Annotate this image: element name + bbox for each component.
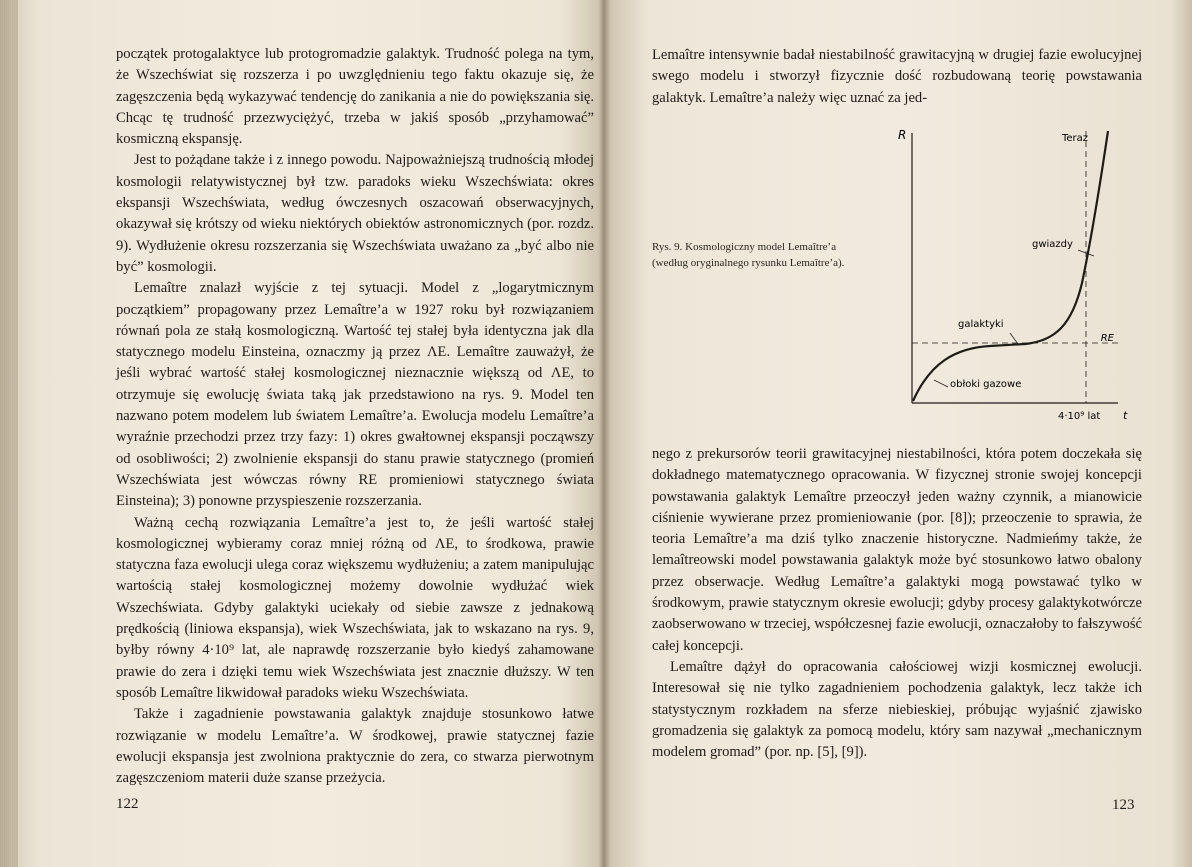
right-page-top-text [652,45,1142,109]
page-number-right: 123 [1112,797,1135,813]
figure-svg [890,125,1140,425]
right-paragraph-3: Lemaître dążył do opracowania całościowej wizji kosmicznej ewolucji. Interesował się nie tylko zagadnieniem pochodzenia galaktyk, lecz także ich statystycznym rozkładem na sferze niebieskiej, próbując wyjaśnić zjawisko gromadzenia się galaktyk za pomocą modelu, który sam nazywał „mechanicznym modelem gromad” (por. np. [5], [9]). [652,658,1142,761]
label-y-axis: R [898,128,907,142]
left-paragraph-3: Lemaître znalazł wyjście z tej sytuacji. Model z „logarytmicznym początkiem” propagowany przez Lemaître’a w 1927 roku był rozwiązaniem równań pola ze stałą kosmologiczną. Wartość tej stałej była identyczna jak dla statycznego modelu Einsteina, oznaczmy ją przez ΛE. Lemaître zauważył, że jeśli wybrać wartość stałej kosmologicznej nieznacznie większą od ΛE, to otrzymuje się ewolucję świata taką jak przedstawiono na rys. 9. Model ten nazwano potem modelem lub światem Lemaître’a. Ewolucja modelu Lemaître’a wyraźnie przechodzi przez trzy fazy: 1) okres gwałtownej ekspansji począwszy od osobliwości; 2) zwolnienie ekspansji do stanu prawie statycznego (promień Wszechświata jest wówczas równy RE promieniowi statycznego świata Einsteina); 3) ponowne przyspieszenie rozszerzania. [116,280,594,510]
label-galaktyki: galaktyki [958,319,1004,330]
label-x-axis: t [1123,409,1128,422]
galaktyki-pointer [1010,333,1018,344]
label-teraz: Teraz [1062,133,1089,144]
figure-caption: Rys. 9. Kosmologiczny model Lemaître’a (według oryginalnego rysunku Lemaître’a). [652,241,845,269]
label-oblok: obłoki gazowe [950,379,1022,390]
page-edges [0,0,18,867]
left-page-text [116,44,594,789]
left-paragraph-2: Jest to pożądane także i z innego powodu. Najpoważniejszą trudnością młodej kosmologii relatywistycznej był tzw. paradoks wieku Wszechświata: okres ekspansji Wszechświata, według ówczesnych oszacowań obserwacyjnych, okazywał się krótszy od wieku niektórych obiektów astronomicznych (por. rozdz. 9). Wydłużenie okresu rozszerzania się Wszechświata uważano za „być albo nie być” kosmologii. [116,152,594,275]
left-paragraph-4: Ważną cechą rozwiązania Lemaître’a jest to, że jeśli wartość stałej kosmologicznej wybieramy coraz mniej różną od ΛE, to środkowa, prawie statyczna faza ewolucji ulega coraz większemu wydłużeniu; a zatem manipulując wartością stałej kosmologicznej możemy dowolnie wydłużać wiek Wszechświata. Gdyby galaktyki uciekały od siebie zawsze z jednakową prędkością (liniowa ekspansja), wiek Wszechświata, jak to wskazano na rys. 9, byłby równy 4·10⁹ lat, ale naprawdę rozszerzanie było kiedyś zahamowane prawie do zera i dzięki temu wiek Wszechświata jest znacznie dłuższy. W ten sposób Lemaître likwidował paradoks wieku Wszechświata. [116,514,594,701]
lemaitre-model-figure [890,125,1140,425]
label-re: RE [1100,333,1114,344]
label-gwiazdy: gwiazdy [1032,239,1073,250]
left-paragraph-1: początek protogalaktyce lub protogromadzie galaktyk. Trudność polega na tym, że Wszechświat się rozszerza i po uwzględnieniu tego faktu okazuje się, że zagęszczenia będą wykazywać tendencję do zanikania a nie do powiększania się. Chcąc tę trudność przezwyciężyć, trzeba w jakiś sposób „przyhamować” kosmiczną ekspansję. [116,46,594,148]
label-x-tick: 4·10⁹ lat [1058,411,1101,422]
right-paragraph-1: Lemaître intensywnie badał niestabilność grawitacyjną w drugiej fazie ewolucyjnej swego modelu i stworzył fizycznie dość rozbudowaną teorię powstawania galaktyk. Lemaître’a należy więc uznać za jed- [652,47,1142,106]
right-paragraph-2: nego z prekursorów teorii grawitacyjnej niestabilności, która potem doczekała się dokładnego matematycznego opracowania. W fizycznej stronie swojej koncepcji powstawania galaktyk Lemaître przeoczył jeden ważny czynnik, a mianowicie ciśnienie wywierane przez promieniowanie (por. [8]); przeoczenie to sprawia, że teoria Lemaître’a ma dziś tylko znaczenie historyczne. Nadmieńmy także, że lemaîtreowski model powstawania galaktyk może być stosunkowo łatwo obalony przez obserwacje. Według Lemaître’a galaktyki mogą powstawać tylko w środkowym, prawie statycznym okresie ewolucji; gdyby procesy galaktykotwórcze zaobserwowano w trzeciej, współczesnej fazie ewolucji, oznaczałoby to fałszywość całej koncepcji. [652,446,1142,654]
page-number-left: 122 [116,796,139,812]
book-gutter [598,0,610,867]
oblok-pointer [934,380,948,387]
left-paragraph-5: Także i zagadnienie powstawania galaktyk znajduje stosunkowo łatwe rozwiązanie w modelu Lemaître’a. W środkowej, prawie statycznej fazie ewolucji ekspansja jest zwolniona praktycznie do zera, co stwarza pierwotnym zagęszczeniom materii duże szanse przeżycia. [116,706,594,787]
evolution-curve [913,131,1108,401]
right-page-bottom-text [652,444,1142,763]
